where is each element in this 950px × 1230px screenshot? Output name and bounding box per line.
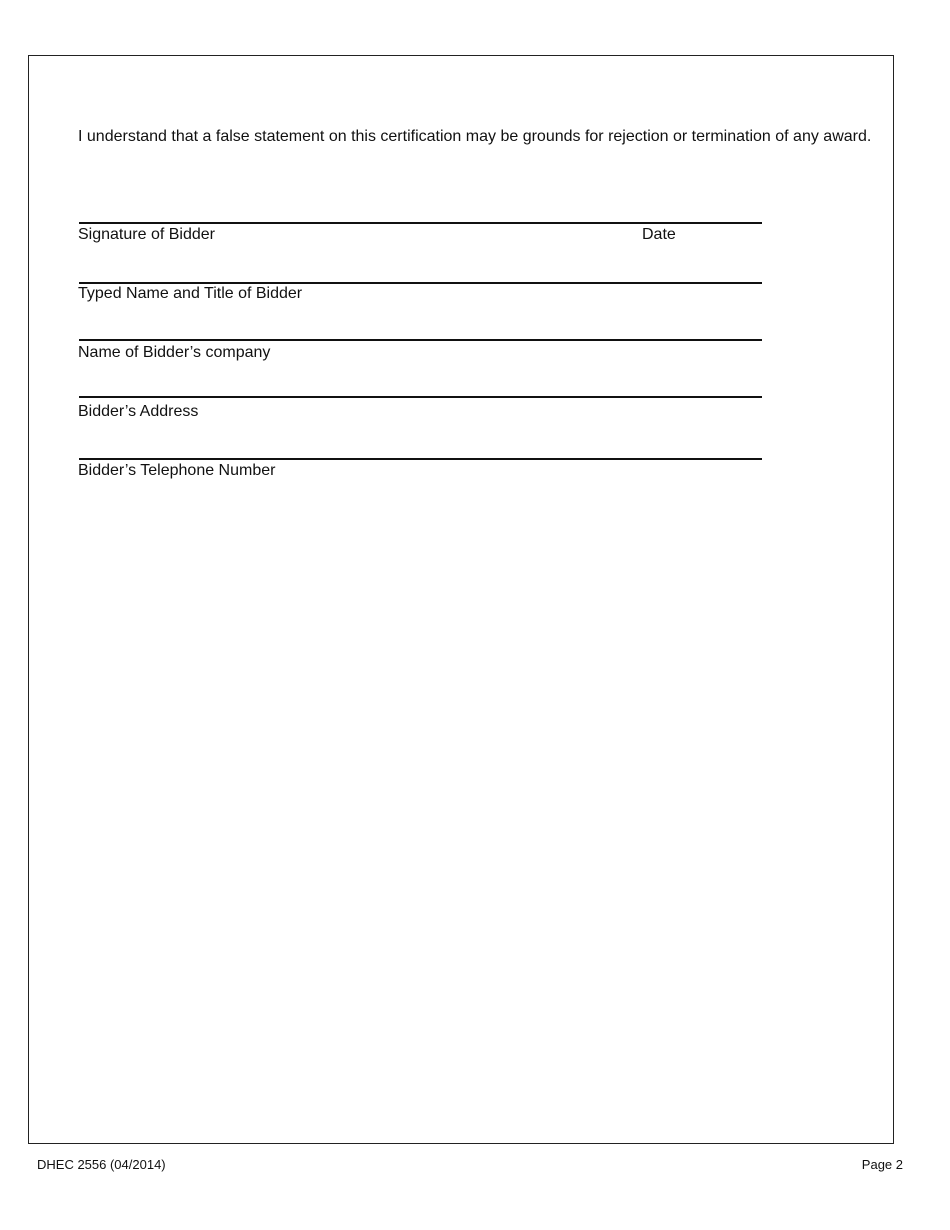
company-label: Name of Bidder’s company (78, 344, 271, 361)
signature-label: Signature of Bidder (78, 226, 215, 243)
typed-name-label: Typed Name and Title of Bidder (78, 285, 303, 302)
page-border (28, 55, 894, 1144)
telephone-label: Bidder’s Telephone Number (78, 462, 276, 479)
typed-name-line[interactable] (79, 282, 762, 284)
address-line[interactable] (79, 396, 762, 398)
page-number: Page 2 (861, 1157, 903, 1172)
telephone-line[interactable] (79, 458, 762, 460)
form-code: DHEC 2556 (04/2014) (37, 1157, 166, 1172)
company-line[interactable] (79, 339, 762, 341)
address-label: Bidder’s Address (78, 403, 199, 420)
signature-line[interactable] (79, 222, 762, 224)
certification-statement: I understand that a false statement on this certification may be grounds for rejection or termination of any award. (78, 128, 872, 145)
date-label: Date (642, 226, 676, 243)
